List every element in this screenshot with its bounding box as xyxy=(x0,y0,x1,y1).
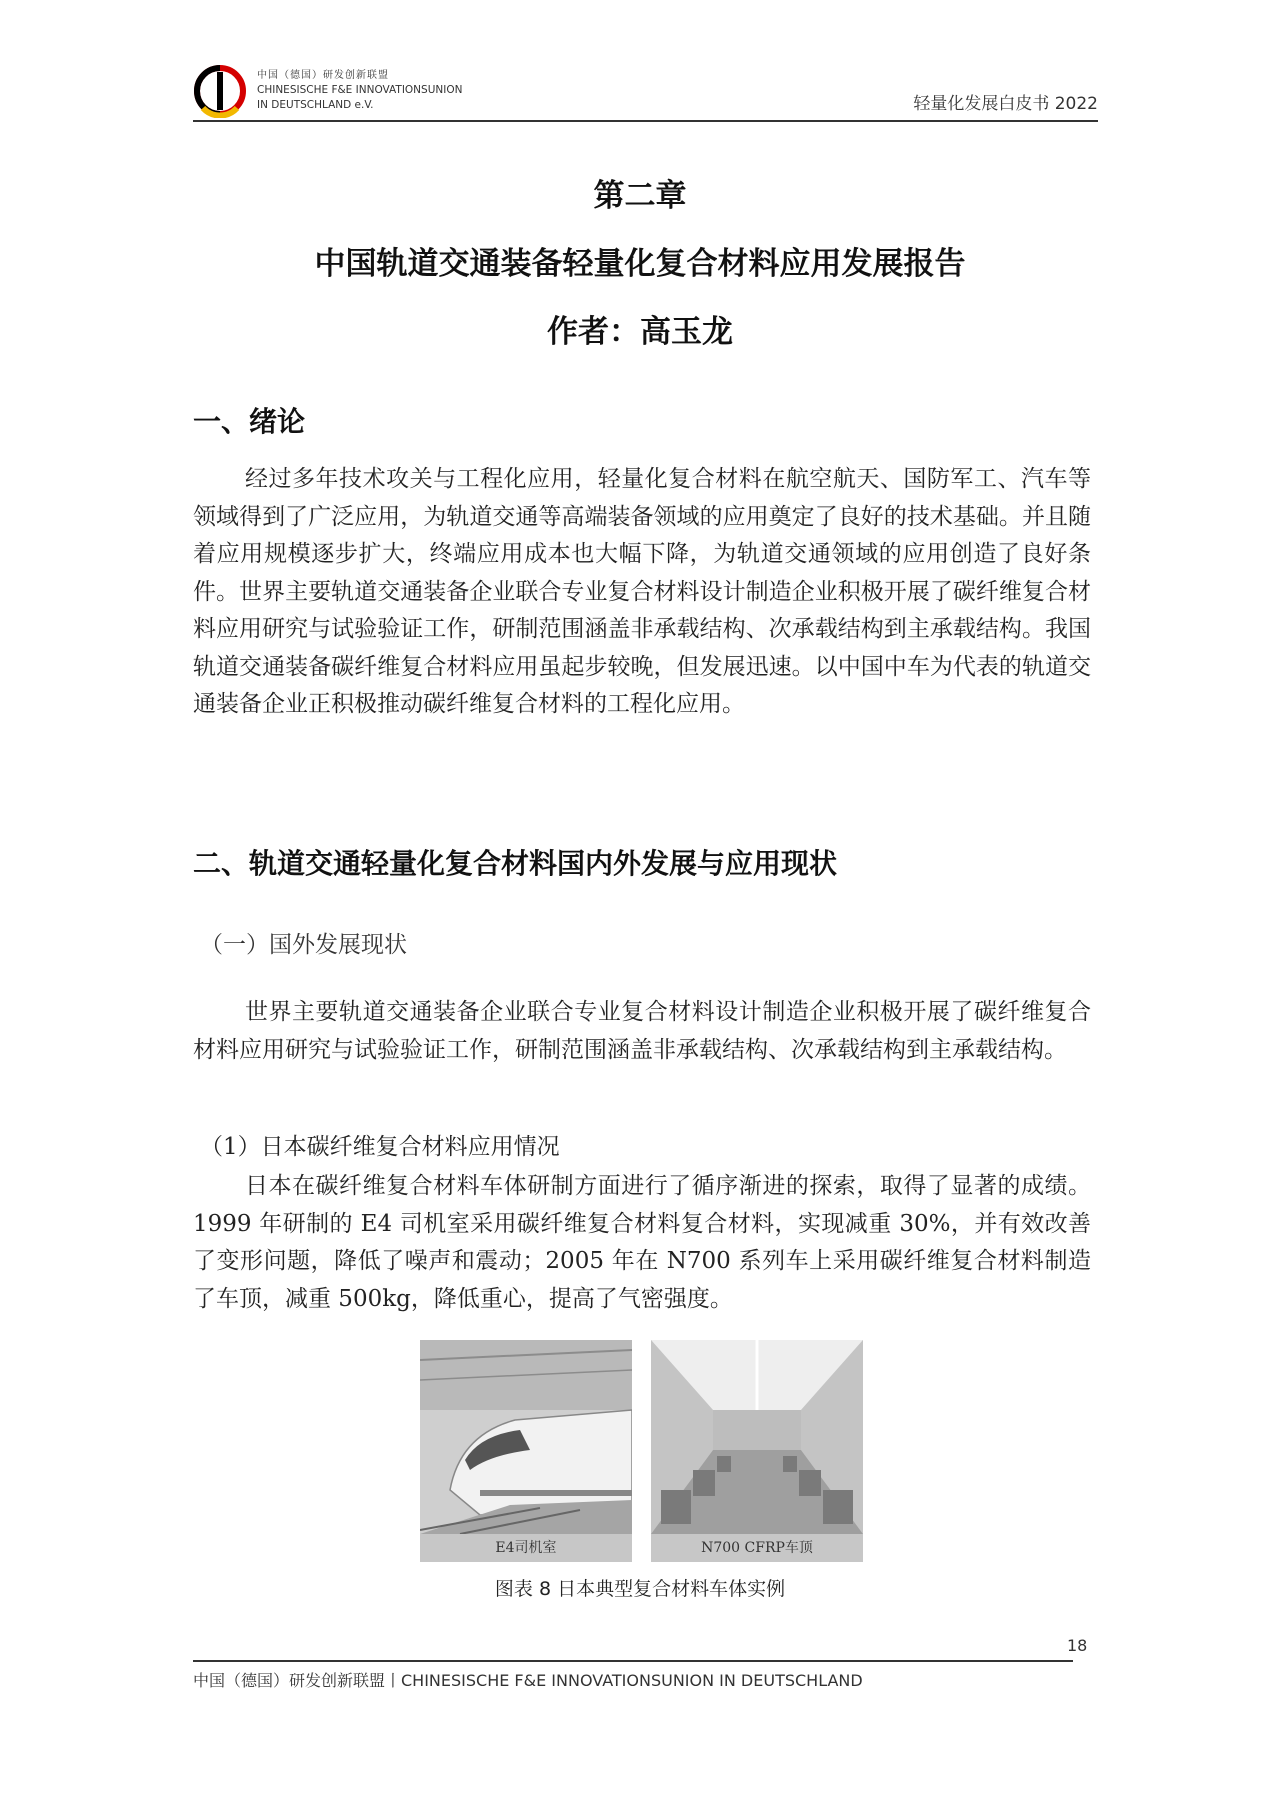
subsection-heading-foreign: （一）国外发展现状 xyxy=(200,932,407,958)
photo-n700-roof xyxy=(651,1340,863,1562)
doc-title: 轻量化发展白皮书 2022 xyxy=(913,94,1098,114)
japan-paragraph: 日本在碳纤维复合材料车体研制方面进行了循序渐进的探索，取得了显著的成绩。1999 年研制的 E4 司机室采用碳纤维复合材料复合材料，实现减重 30%，并有效改善了变形问题，降低了噪声和震动；2005 年在 N700 系列车上采用碳纤维复合材料制造了车顶，减重 500kg，降低重心，提高了气密强度。 xyxy=(193,1173,1091,1312)
org-name-en-1: CHINESISCHE F&E INNOVATIONSUNION xyxy=(257,84,463,96)
figure-caption: 图表 8 日本典型复合材料车体实例 xyxy=(494,1578,786,1600)
report-title: 中国轨道交通装备轻量化复合材料应用发展报告 xyxy=(314,246,966,282)
page-number: 18 xyxy=(1067,1636,1088,1655)
cd-logo-icon xyxy=(193,64,247,118)
chapter-title: 第二章 xyxy=(593,178,687,214)
footer-text: 中国（德国）研发创新联盟丨CHINESISCHE F&E INNOVATIONSUNION IN DEUTSCHLAND xyxy=(193,1671,863,1690)
photo-e4-cab xyxy=(420,1340,632,1562)
org-name-cn: 中国（德国）研发创新联盟 xyxy=(257,70,389,81)
page-header xyxy=(193,58,1098,122)
author-line: 作者：高玉龙 xyxy=(547,314,733,350)
photo-label-right: N700 CFRP车顶 xyxy=(651,1534,863,1562)
train-interior-photo-icon xyxy=(651,1340,863,1534)
org-names xyxy=(257,68,462,113)
japan-heading: （1）日本碳纤维复合材料应用情况 xyxy=(200,1134,560,1160)
org-name-en-2: IN DEUTSCHLAND e.V. xyxy=(257,99,374,111)
train-photo-icon xyxy=(420,1340,632,1534)
photo-label-left: E4司机室 xyxy=(420,1534,632,1562)
section-heading-introduction: 一、绪论 xyxy=(193,405,306,438)
figure-japan-examples xyxy=(420,1340,863,1562)
foreign-status-paragraph: 世界主要轨道交通装备企业联合专业复合材料设计制造企业积极开展了碳纤维复合材料应用研究与试验验证工作，研制范围涵盖非承载结构、次承载结构到主承载结构。 xyxy=(193,999,1091,1063)
section-heading-status: 二、轨道交通轻量化复合材料国内外发展与应用现状 xyxy=(193,847,838,880)
introduction-paragraph: 经过多年技术攻关与工程化应用，轻量化复合材料在航空航天、国防军工、汽车等领域得到了广泛应用，为轨道交通等高端装备领域的应用奠定了良好的技术基础。并且随着应用规模逐步扩大，终端应用成本也大幅下降，为轨道交通领域的应用创造了良好条件。世界主要轨道交通装备企业联合专业复合材料设计制造企业积极开展了碳纤维复合材料应用研究与试验验证工作，研制范围涵盖非承载结构、次承载结构到主承载结构。我国轨道交通装备碳纤维复合材料应用虽起步较晚，但发展迅速。以中国中车为代表的轨道交通装备企业正积极推动碳纤维复合材料的工程化应用。 xyxy=(193,466,1091,717)
footer-divider xyxy=(193,1660,1073,1662)
